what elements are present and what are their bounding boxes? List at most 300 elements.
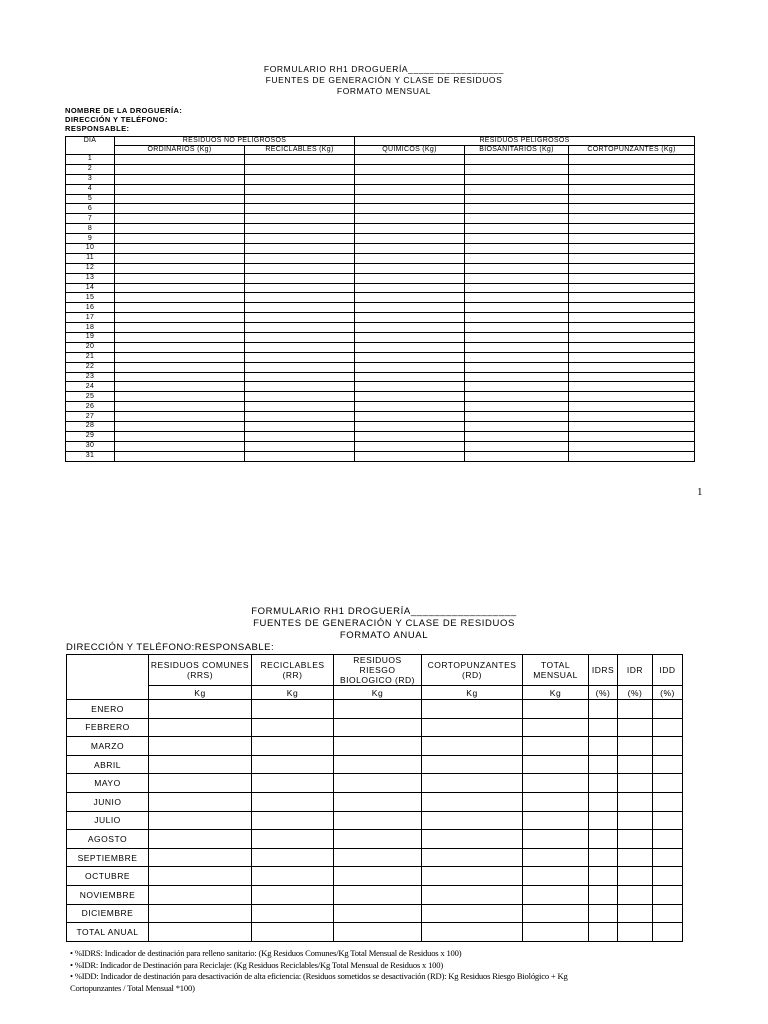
entry-cell[interactable] — [569, 194, 695, 204]
entry-cell[interactable] — [115, 451, 245, 461]
entry-cell[interactable] — [252, 700, 334, 719]
entry-cell[interactable] — [115, 342, 245, 352]
column-header-idd: IDD — [653, 655, 683, 686]
entry-cell[interactable] — [465, 244, 569, 254]
entry-cell[interactable] — [149, 885, 252, 904]
entry-cell[interactable] — [523, 737, 589, 756]
entry-cell[interactable] — [422, 792, 523, 811]
entry-cell[interactable] — [115, 362, 245, 372]
page-number: 1 — [697, 486, 703, 498]
entry-cell[interactable] — [115, 164, 245, 174]
table-row — [66, 194, 695, 204]
table-row — [66, 451, 695, 461]
entry-cell[interactable] — [569, 392, 695, 402]
entry-cell[interactable] — [149, 718, 252, 737]
entry-cell[interactable] — [245, 224, 355, 234]
entry-cell[interactable] — [245, 164, 355, 174]
entry-cell[interactable] — [523, 867, 589, 886]
entry-cell[interactable] — [355, 283, 465, 293]
entry-cell[interactable] — [465, 352, 569, 362]
entry-cell[interactable] — [115, 155, 245, 165]
entry-cell[interactable] — [245, 313, 355, 323]
entry-cell[interactable] — [618, 885, 653, 904]
entry-cell[interactable] — [334, 811, 422, 830]
entry-cell[interactable] — [355, 244, 465, 254]
entry-cell[interactable] — [422, 867, 523, 886]
entry-cell[interactable] — [465, 214, 569, 224]
entry-cell[interactable] — [355, 194, 465, 204]
entry-cell[interactable] — [653, 700, 683, 719]
entry-cell[interactable] — [355, 352, 465, 362]
entry-cell[interactable] — [245, 412, 355, 422]
entry-cell[interactable] — [115, 422, 245, 432]
entry-cell[interactable] — [569, 263, 695, 273]
entry-cell[interactable] — [355, 441, 465, 451]
entry-cell[interactable] — [245, 273, 355, 283]
entry-cell[interactable] — [618, 867, 653, 886]
table-row — [67, 792, 683, 811]
entry-cell[interactable] — [653, 755, 683, 774]
entry-cell[interactable] — [618, 923, 653, 942]
entry-cell[interactable] — [465, 184, 569, 194]
entry-cell[interactable] — [569, 184, 695, 194]
entry-cell[interactable] — [569, 293, 695, 303]
entry-cell[interactable] — [115, 214, 245, 224]
entry-cell[interactable] — [422, 848, 523, 867]
entry-cell[interactable] — [465, 273, 569, 283]
entry-cell[interactable] — [569, 273, 695, 283]
entry-cell[interactable] — [115, 283, 245, 293]
entry-cell[interactable] — [149, 830, 252, 849]
entry-cell[interactable] — [355, 451, 465, 461]
entry-cell[interactable] — [569, 431, 695, 441]
entry-cell[interactable] — [465, 382, 569, 392]
entry-cell[interactable] — [149, 811, 252, 830]
entry-cell[interactable] — [589, 867, 618, 886]
entry-cell[interactable] — [355, 263, 465, 273]
entry-cell[interactable] — [245, 155, 355, 165]
entry-cell[interactable] — [355, 372, 465, 382]
entry-cell[interactable] — [618, 830, 653, 849]
unit-cell: Kg — [252, 686, 334, 700]
table-row — [66, 382, 695, 392]
entry-cell[interactable] — [115, 352, 245, 362]
entry-cell[interactable] — [245, 402, 355, 412]
entry-cell[interactable] — [252, 718, 334, 737]
entry-cell[interactable] — [245, 392, 355, 402]
entry-cell[interactable] — [589, 718, 618, 737]
entry-cell[interactable] — [115, 253, 245, 263]
entry-cell[interactable] — [115, 431, 245, 441]
entry-cell[interactable] — [422, 811, 523, 830]
entry-cell[interactable] — [252, 904, 334, 923]
entry-cell[interactable] — [355, 323, 465, 333]
entry-cell[interactable] — [245, 333, 355, 343]
entry-cell[interactable] — [334, 848, 422, 867]
column-header-idr: IDR — [618, 655, 653, 686]
entry-cell[interactable] — [149, 737, 252, 756]
entry-cell[interactable] — [334, 737, 422, 756]
entry-cell[interactable] — [589, 848, 618, 867]
entry-cell[interactable] — [465, 155, 569, 165]
entry-cell[interactable] — [523, 774, 589, 793]
entry-cell[interactable] — [252, 923, 334, 942]
day-number: 27 — [66, 412, 115, 422]
entry-cell[interactable] — [569, 214, 695, 224]
day-number: 19 — [66, 333, 115, 343]
entry-cell[interactable] — [252, 885, 334, 904]
entry-cell[interactable] — [465, 204, 569, 214]
entry-cell[interactable] — [422, 885, 523, 904]
entry-cell[interactable] — [334, 700, 422, 719]
entry-cell[interactable] — [422, 700, 523, 719]
entry-cell[interactable] — [252, 737, 334, 756]
entry-cell[interactable] — [569, 164, 695, 174]
entry-cell[interactable] — [422, 830, 523, 849]
entry-cell[interactable] — [653, 885, 683, 904]
entry-cell[interactable] — [569, 313, 695, 323]
entry-cell[interactable] — [589, 792, 618, 811]
entry-cell[interactable] — [653, 792, 683, 811]
entry-cell[interactable] — [523, 830, 589, 849]
entry-cell[interactable] — [618, 774, 653, 793]
entry-cell[interactable] — [334, 867, 422, 886]
entry-cell[interactable] — [653, 904, 683, 923]
entry-cell[interactable] — [245, 263, 355, 273]
entry-cell[interactable] — [355, 333, 465, 343]
entry-cell[interactable] — [569, 234, 695, 244]
entry-cell[interactable] — [355, 303, 465, 313]
entry-cell[interactable] — [589, 700, 618, 719]
entry-cell[interactable] — [115, 412, 245, 422]
entry-cell[interactable] — [653, 774, 683, 793]
entry-cell[interactable] — [115, 323, 245, 333]
entry-cell[interactable] — [355, 382, 465, 392]
entry-cell[interactable] — [115, 234, 245, 244]
entry-cell[interactable] — [355, 313, 465, 323]
entry-cell[interactable] — [245, 244, 355, 254]
entry-cell[interactable] — [618, 904, 653, 923]
entry-cell[interactable] — [589, 904, 618, 923]
entry-cell[interactable] — [355, 253, 465, 263]
day-number: 18 — [66, 323, 115, 333]
entry-cell[interactable] — [589, 885, 618, 904]
entry-cell[interactable] — [115, 382, 245, 392]
unit-cell: Kg — [422, 686, 523, 700]
entry-cell[interactable] — [618, 848, 653, 867]
entry-cell[interactable] — [115, 273, 245, 283]
entry-cell[interactable] — [465, 342, 569, 352]
entry-cell[interactable] — [465, 253, 569, 263]
entry-cell[interactable] — [245, 293, 355, 303]
entry-cell[interactable] — [355, 422, 465, 432]
entry-cell[interactable] — [245, 234, 355, 244]
entry-cell[interactable] — [589, 830, 618, 849]
entry-cell[interactable] — [618, 718, 653, 737]
entry-cell[interactable] — [465, 422, 569, 432]
entry-cell[interactable] — [465, 283, 569, 293]
day-number: 15 — [66, 293, 115, 303]
entry-cell[interactable] — [355, 184, 465, 194]
day-number: 14 — [66, 283, 115, 293]
entry-cell[interactable] — [589, 774, 618, 793]
entry-cell[interactable] — [252, 792, 334, 811]
entry-cell[interactable] — [245, 362, 355, 372]
entry-cell[interactable] — [653, 811, 683, 830]
entry-cell[interactable] — [523, 923, 589, 942]
entry-cell[interactable] — [334, 904, 422, 923]
entry-cell[interactable] — [149, 792, 252, 811]
month-label: JUNIO — [67, 792, 149, 811]
entry-cell[interactable] — [422, 737, 523, 756]
entry-cell[interactable] — [355, 342, 465, 352]
unit-cell: (%) — [618, 686, 653, 700]
entry-cell[interactable] — [115, 244, 245, 254]
entry-cell[interactable] — [653, 830, 683, 849]
entry-cell[interactable] — [569, 174, 695, 184]
entry-cell[interactable] — [355, 174, 465, 184]
table-row — [66, 293, 695, 303]
entry-cell[interactable] — [653, 867, 683, 886]
entry-cell[interactable] — [355, 362, 465, 372]
entry-cell[interactable] — [115, 263, 245, 273]
entry-cell[interactable] — [355, 431, 465, 441]
entry-cell[interactable] — [465, 333, 569, 343]
entry-cell[interactable] — [569, 253, 695, 263]
entry-cell[interactable] — [618, 792, 653, 811]
entry-cell[interactable] — [569, 402, 695, 412]
entry-cell[interactable] — [465, 372, 569, 382]
table-row — [66, 244, 695, 254]
entry-cell[interactable] — [465, 303, 569, 313]
entry-cell[interactable] — [465, 234, 569, 244]
entry-cell[interactable] — [115, 293, 245, 303]
entry-cell[interactable] — [465, 174, 569, 184]
entry-cell[interactable] — [245, 382, 355, 392]
entry-cell[interactable] — [653, 737, 683, 756]
entry-cell[interactable] — [569, 451, 695, 461]
entry-cell[interactable] — [569, 244, 695, 254]
entry-cell[interactable] — [355, 234, 465, 244]
entry-cell[interactable] — [334, 885, 422, 904]
entry-cell[interactable] — [422, 774, 523, 793]
entry-cell[interactable] — [355, 164, 465, 174]
entry-cell[interactable] — [355, 402, 465, 412]
entry-cell[interactable] — [149, 700, 252, 719]
entry-cell[interactable] — [465, 451, 569, 461]
entry-cell[interactable] — [422, 755, 523, 774]
entry-cell[interactable] — [252, 755, 334, 774]
entry-cell[interactable] — [465, 313, 569, 323]
entry-cell[interactable] — [569, 441, 695, 451]
entry-cell[interactable] — [115, 441, 245, 451]
entry-cell[interactable] — [334, 923, 422, 942]
entry-cell[interactable] — [355, 204, 465, 214]
entry-cell[interactable] — [523, 885, 589, 904]
day-number: 5 — [66, 194, 115, 204]
entry-cell[interactable] — [618, 700, 653, 719]
entry-cell[interactable] — [465, 164, 569, 174]
table-row — [66, 333, 695, 343]
entry-cell[interactable] — [465, 263, 569, 273]
entry-cell[interactable] — [355, 224, 465, 234]
entry-cell[interactable] — [245, 323, 355, 333]
entry-cell[interactable] — [465, 224, 569, 234]
entry-cell[interactable] — [252, 830, 334, 849]
month-label: MAYO — [67, 774, 149, 793]
entry-cell[interactable] — [355, 155, 465, 165]
annual-form-subtitle: FUENTES DE GENERACIÓN Y CLASE DE RESIDUOS — [253, 618, 515, 629]
entry-cell[interactable] — [523, 700, 589, 719]
entry-cell[interactable] — [589, 923, 618, 942]
entry-cell[interactable] — [245, 253, 355, 263]
entry-cell[interactable] — [115, 333, 245, 343]
entry-cell[interactable] — [245, 451, 355, 461]
entry-cell[interactable] — [115, 392, 245, 402]
table-row — [66, 283, 695, 293]
entry-cell[interactable] — [653, 848, 683, 867]
entry-cell[interactable] — [334, 774, 422, 793]
entry-cell[interactable] — [653, 923, 683, 942]
table-row — [67, 904, 683, 923]
table-row — [66, 303, 695, 313]
entry-cell[interactable] — [523, 792, 589, 811]
entry-cell[interactable] — [245, 372, 355, 382]
entry-cell[interactable] — [523, 718, 589, 737]
entry-cell[interactable] — [149, 774, 252, 793]
entry-cell[interactable] — [115, 224, 245, 234]
entry-cell[interactable] — [149, 755, 252, 774]
entry-cell[interactable] — [115, 372, 245, 382]
entry-cell[interactable] — [115, 303, 245, 313]
entry-cell[interactable] — [245, 283, 355, 293]
entry-cell[interactable] — [149, 923, 252, 942]
entry-cell[interactable] — [252, 774, 334, 793]
entry-cell[interactable] — [115, 174, 245, 184]
entry-cell[interactable] — [569, 224, 695, 234]
entry-cell[interactable] — [355, 214, 465, 224]
day-number: 2 — [66, 164, 115, 174]
entry-cell[interactable] — [245, 174, 355, 184]
entry-cell[interactable] — [245, 441, 355, 451]
column-header-ordinary: ORDINARIOS (Kg) — [115, 146, 245, 155]
entry-cell[interactable] — [422, 718, 523, 737]
entry-cell[interactable] — [569, 352, 695, 362]
entry-cell[interactable] — [115, 184, 245, 194]
entry-cell[interactable] — [245, 303, 355, 313]
entry-cell[interactable] — [465, 194, 569, 204]
entry-cell[interactable] — [589, 737, 618, 756]
table-row — [66, 184, 695, 194]
entry-cell[interactable] — [334, 718, 422, 737]
entry-cell[interactable] — [523, 811, 589, 830]
entry-cell[interactable] — [245, 342, 355, 352]
day-number: 12 — [66, 263, 115, 273]
note-idd-continued: Cortopunzantes / Total Mensual *100) — [70, 982, 195, 993]
entry-cell[interactable] — [422, 904, 523, 923]
entry-cell[interactable] — [245, 194, 355, 204]
entry-cell[interactable] — [245, 431, 355, 441]
entry-cell[interactable] — [334, 792, 422, 811]
entry-cell[interactable] — [334, 755, 422, 774]
entry-cell[interactable] — [569, 412, 695, 422]
entry-cell[interactable] — [334, 830, 422, 849]
entry-cell[interactable] — [523, 904, 589, 923]
day-number: 11 — [66, 253, 115, 263]
column-header-sharps: CORTOPUNZANTES (Kg) — [569, 146, 695, 155]
entry-cell[interactable] — [252, 848, 334, 867]
entry-cell[interactable] — [523, 755, 589, 774]
entry-cell[interactable] — [569, 204, 695, 214]
table-row — [66, 431, 695, 441]
entry-cell[interactable] — [523, 848, 589, 867]
entry-cell[interactable] — [465, 323, 569, 333]
entry-cell[interactable] — [465, 293, 569, 303]
entry-cell[interactable] — [115, 204, 245, 214]
entry-cell[interactable] — [465, 431, 569, 441]
entry-cell[interactable] — [569, 155, 695, 165]
entry-cell[interactable] — [465, 412, 569, 422]
day-number: 7 — [66, 214, 115, 224]
unit-cell: Kg — [523, 686, 589, 700]
entry-cell[interactable] — [569, 283, 695, 293]
entry-cell[interactable] — [653, 718, 683, 737]
entry-cell[interactable] — [115, 313, 245, 323]
entry-cell[interactable] — [569, 323, 695, 333]
entry-cell[interactable] — [252, 867, 334, 886]
entry-cell[interactable] — [245, 422, 355, 432]
entry-cell[interactable] — [422, 923, 523, 942]
month-label: DICIEMBRE — [67, 904, 149, 923]
month-label: ABRIL — [67, 755, 149, 774]
entry-cell[interactable] — [465, 402, 569, 412]
entry-cell[interactable] — [149, 848, 252, 867]
entry-cell[interactable] — [589, 755, 618, 774]
day-number: 10 — [66, 244, 115, 254]
entry-cell[interactable] — [618, 811, 653, 830]
entry-cell[interactable] — [355, 392, 465, 402]
entry-cell[interactable] — [355, 293, 465, 303]
entry-cell[interactable] — [245, 184, 355, 194]
entry-cell[interactable] — [618, 755, 653, 774]
entry-cell[interactable] — [252, 811, 334, 830]
entry-cell[interactable] — [465, 441, 569, 451]
entry-cell[interactable] — [149, 867, 252, 886]
entry-cell[interactable] — [569, 372, 695, 382]
entry-cell[interactable] — [245, 352, 355, 362]
column-header-recyclable: RECICLABLES (Kg) — [245, 146, 355, 155]
entry-cell[interactable] — [149, 904, 252, 923]
entry-cell[interactable] — [355, 412, 465, 422]
column-header-idrs: IDRS — [589, 655, 618, 686]
entry-cell[interactable] — [569, 362, 695, 372]
entry-cell[interactable] — [465, 362, 569, 372]
entry-cell[interactable] — [569, 333, 695, 343]
entry-cell[interactable] — [245, 214, 355, 224]
entry-cell[interactable] — [569, 382, 695, 392]
entry-cell[interactable] — [569, 422, 695, 432]
entry-cell[interactable] — [115, 194, 245, 204]
entry-cell[interactable] — [569, 303, 695, 313]
column-header-recyclables: RECICLABLES (RR) — [252, 655, 334, 686]
entry-cell[interactable] — [589, 811, 618, 830]
entry-cell[interactable] — [465, 392, 569, 402]
entry-cell[interactable] — [115, 402, 245, 412]
entry-cell[interactable] — [355, 273, 465, 283]
entry-cell[interactable] — [569, 342, 695, 352]
entry-cell[interactable] — [618, 737, 653, 756]
entry-cell[interactable] — [245, 204, 355, 214]
